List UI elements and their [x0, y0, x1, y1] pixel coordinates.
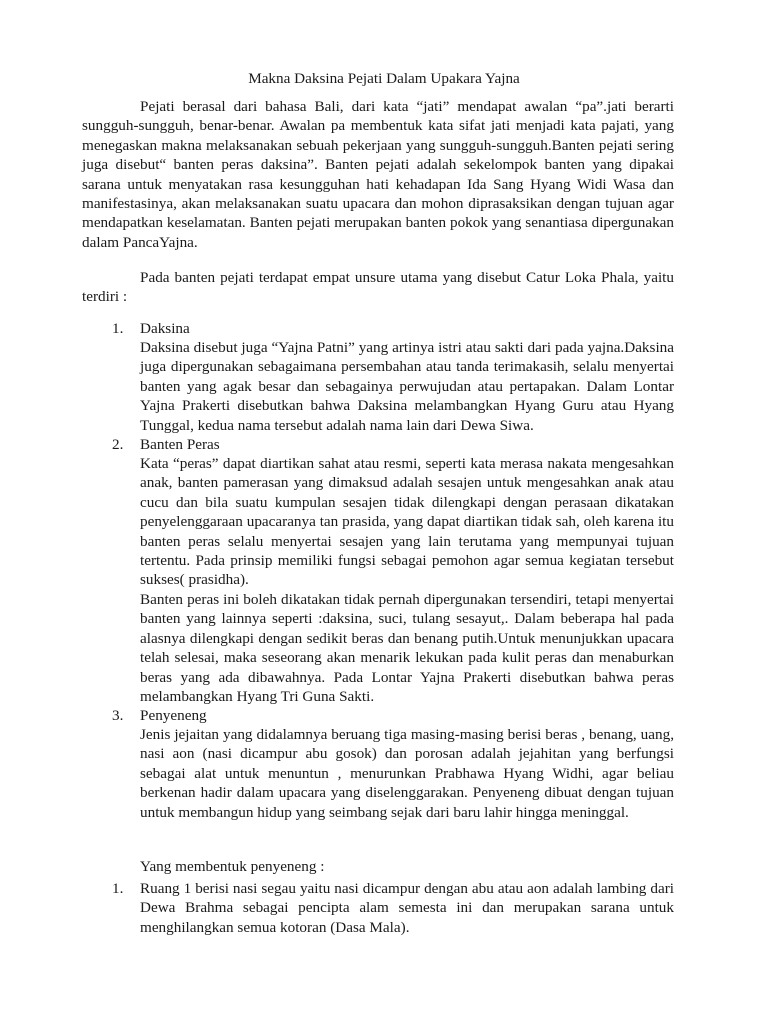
- sub-list-item-text: Ruang 1 berisi nasi segau yaitu nasi dicampur dengan abu atau aon adalah lambing dari Dewa Brahma sebagai pencipta alam semesta ini dan merupakan sarana untuk menghilangkan semua kotoran (Dasa Mala).: [140, 880, 674, 936]
- intro-paragraph: Pejati berasal dari bahasa Bali, dari kata “jati” mendapat awalan “pa”.jati berarti sungguh-sungguh, benar-benar. Awalan pa membentuk kata sifat jati menjadi kata pajati, yang menegaskan makna melaksanakan sebuah pekerjaan yang sungguh-sungguh.Banten pejati sering juga disebut“ banten peras daksina”. Banten pejati adalah sekelompok banten yang dipakai sarana untuk menyatakan rasa kesungguhan hati kehadapan Ida Sang Hyang Widi Wasa dan manifestasinya, akan melaksanakan suatu upacara dan mohon diprasaksikan dengan tujuan agar mendapatkan keselamatan. Banten pejati merupakan banten pokok yang senantiasa dipergunakan dalam PancaYajna.: [82, 98, 674, 251]
- list-item-number: 1.: [112, 320, 124, 337]
- list-item-number: 2.: [112, 436, 124, 453]
- list-item-text: Daksina disebut juga “Yajna Patni” yang artinya istri atau sakti dari pada yajna.Daksina juga dipergunakan sebagaimana persembahan atau tanda terimakasih, selalu menyertai banten yang agak besar dan sebagainya perwujudan atau pertapakan. Dalam Lontar Yajna Prakerti disebutkan bahwa Daksina melambangkan Hyang Guru atau Hyang Tunggal, kedua nama tersebut adalah nama lain dari Dewa Siwa.: [140, 339, 674, 434]
- list-item-text: Kata “peras” dapat diartikan sahat atau resmi, seperti kata merasa nakata mengesahkan anak, banten pamerasan yang dimaksud adalah sesajen untuk mengesahkan anak atau cucu dan bila suatu kumpulan sesajen tidak dilengkapi dengan perasaan dikatakan penyelenggaraan upacaranya tan prasida, yang dapat diartikan tidak sah, oleh karena itu banten peras selalu menyertai sesajen yang lain terutama yang mempunyai tujuan tertentu. Pada prinsip memiliki fungsi sebagai pemohon agar semua kegiatan tersebut sukses( prasidha).: [140, 455, 674, 589]
- list-item-title: Penyeneng: [140, 707, 207, 724]
- list-item-text: Jenis jejaitan yang didalamnya beruang tiga masing-masing berisi beras , benang, uang, nasi aon (nasi dicampur abu gosok) dan porosan adalah jejahitan yang berfungsi sebagai alat untuk menuntun , menurunkan Prabhawa Hyang Widhi, agar beliau berkenan hadir dalam upacara yang diselenggarakan. Penyeneng dibuat dengan tujuan untuk membangun hidup yang seimbang sejak dari baru lahir hingga meninggal.: [140, 726, 674, 821]
- document-title: Makna Daksina Pejati Dalam Upakara Yajna: [248, 70, 520, 87]
- intro-paragraph: Pada banten pejati terdapat empat unsure utama yang disebut Catur Loka Phala, yaitu terdiri :: [82, 269, 674, 306]
- list-item-number: 3.: [112, 707, 124, 724]
- sub-heading: Yang membentuk penyeneng :: [140, 858, 325, 875]
- list-item-text: Banten peras ini boleh dikatakan tidak pernah dipergunakan tersendiri, tetapi menyertai banten yang lainnya seperti :daksina, suci, tulang sesayut,. Dalam beberapa hal pada alasnya dilengkapi dengan sedikit beras dan benang putih.Untuk menunjukkan upacara telah selesai, maka seseorang akan menarik lekukan pada kulit peras dan menaburkan beras yang ada dibawahnya. Pada Lontar Yajna Prakerti disebutkan bahwa peras melambangkan Hyang Tri Guna Sakti.: [140, 591, 674, 706]
- list-item-title: Banten Peras: [140, 436, 220, 453]
- list-item-title: Daksina: [140, 320, 190, 337]
- sub-list-item-number: 1.: [112, 880, 124, 897]
